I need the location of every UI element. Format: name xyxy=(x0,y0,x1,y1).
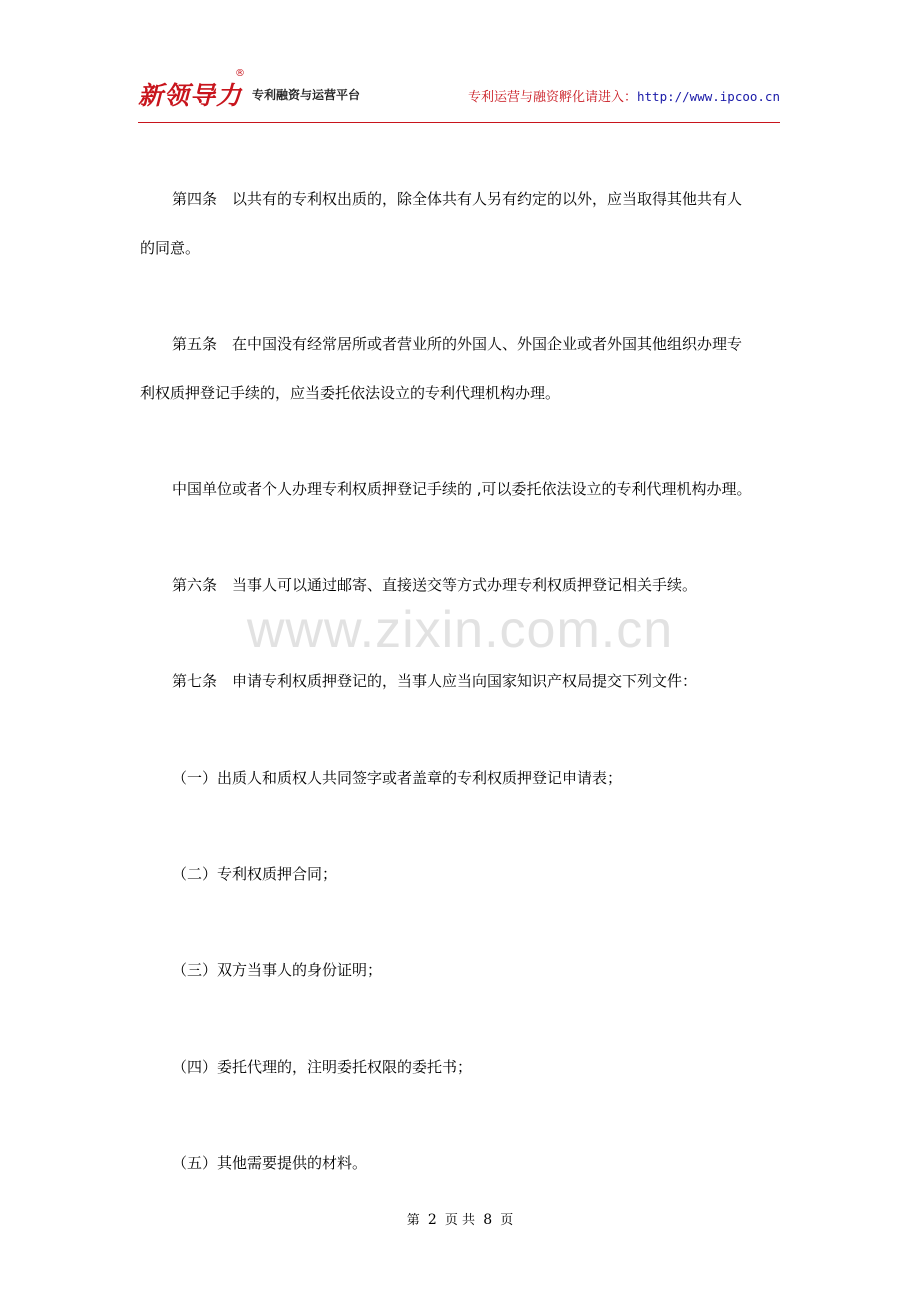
brand-logo: 新领导力 xyxy=(138,81,243,110)
paragraph-line: （三）双方当事人的身份证明； xyxy=(172,961,383,979)
list-item-3 xyxy=(140,946,790,995)
list-item-1 xyxy=(140,754,790,803)
watermark: www.zixin.com.cn xyxy=(246,601,674,659)
article-6 xyxy=(140,561,790,610)
header-promo-link[interactable] xyxy=(468,86,780,105)
current-page-number: 2 xyxy=(427,1212,437,1228)
footer-prefix: 第 xyxy=(406,1213,420,1228)
header-divider xyxy=(138,122,780,123)
total-page-count: 8 xyxy=(483,1212,493,1228)
list-item-2 xyxy=(140,850,790,899)
list-item-4 xyxy=(140,1043,790,1092)
paragraph-line: 第五条 在中国没有经常居所或者营业所的外国人、外国企业或者外国其他组织办理专 xyxy=(172,335,743,353)
registered-mark: ® xyxy=(235,68,245,79)
paragraph-line: （二）专利权质押合同； xyxy=(172,865,338,883)
article-5-supplement xyxy=(140,465,790,514)
footer-suffix: 页 xyxy=(500,1213,514,1228)
paragraph-line: （五）其他需要提供的材料。 xyxy=(172,1154,368,1172)
paragraph-line: 第四条 以共有的专利权出质的，除全体共有人另有约定的以外，应当取得其他共有人 xyxy=(172,190,743,208)
paragraph-line: （四）委托代理的，注明委托权限的委托书； xyxy=(172,1058,473,1076)
paragraph-line: （一）出质人和质权人共同签字或者盖章的专利权质押登记申请表； xyxy=(172,769,623,787)
paragraph-line: 第七条 申请专利权质押登记的，当事人应当向国家知识产权局提交下列文件： xyxy=(172,672,698,690)
article-5 xyxy=(140,320,790,418)
paragraph-line: 的同意。 xyxy=(140,239,201,257)
header-url-link[interactable]: http://www.ipcoo.cn xyxy=(637,89,780,104)
list-item-5 xyxy=(140,1139,790,1188)
paragraph-line: 利权质押登记手续的，应当委托依法设立的专利代理机构办理。 xyxy=(140,384,561,402)
paragraph-line: 第六条 当事人可以通过邮寄、直接送交等方式办理专利权质押登记相关手续。 xyxy=(172,576,698,594)
brand-subtitle: 专利融资与运营平台 xyxy=(252,88,361,102)
article-7 xyxy=(140,657,790,706)
footer-middle: 页 共 xyxy=(444,1213,476,1228)
page-header xyxy=(138,70,780,124)
header-link-prefix: 专利运营与融资孵化请进入： xyxy=(467,90,637,105)
article-4 xyxy=(140,175,790,273)
paragraph-line: 中国单位或者个人办理专利权质押登记手续的 ,可以委托依法设立的专利代理机构办理。 xyxy=(172,480,752,498)
page-footer xyxy=(0,1209,920,1228)
